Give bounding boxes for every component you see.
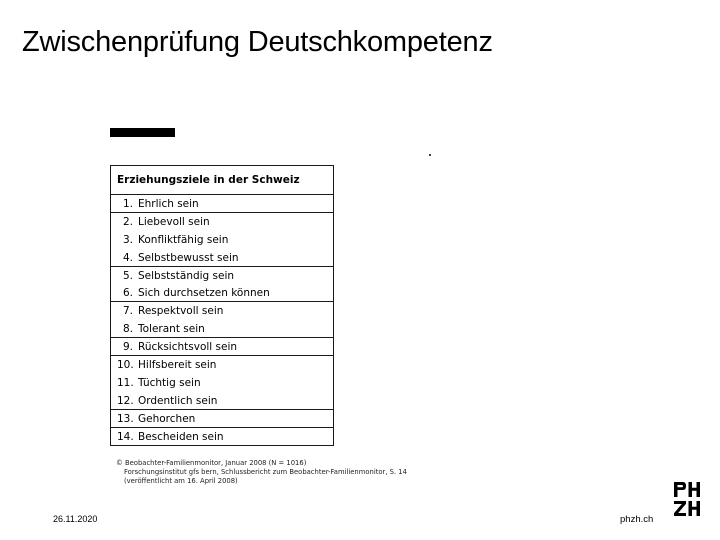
redaction-bar [110, 128, 175, 137]
row-text: Liebevoll sein [138, 215, 210, 228]
row-text: Sich durchsetzen können [138, 287, 270, 300]
table-row [111, 284, 333, 302]
row-number: 5. [122, 269, 133, 282]
row-number: 4. [122, 251, 133, 264]
row-text: Hilfsbereit sein [138, 359, 217, 372]
row-number: 2. [122, 215, 133, 228]
footer-date: 26.11.2020 [53, 514, 98, 524]
row-text: Rücksichtsvoll sein [138, 341, 238, 354]
row-text: Ehrlich sein [138, 198, 199, 210]
row-text: Selbstbewusst sein [138, 251, 239, 264]
row-number: 3. [122, 233, 133, 246]
table-row [111, 428, 333, 446]
row-number: 6. [122, 287, 133, 300]
table-header: Erziehungsziele in der Schweiz [111, 166, 333, 195]
source-citation [116, 459, 416, 487]
row-text: Tüchtig sein [138, 376, 201, 389]
row-number: 1. [122, 198, 133, 210]
table-row [111, 338, 333, 356]
phzh-logo-icon [673, 480, 701, 518]
table-row [111, 356, 333, 374]
row-text: Ordentlich sein [138, 394, 218, 407]
table-row [111, 374, 333, 392]
table-row [111, 267, 333, 285]
table-row [111, 213, 333, 231]
row-number: 14. [117, 430, 134, 443]
table-row [111, 231, 333, 249]
row-text: Konfliktfähig sein [138, 233, 229, 246]
slide-title: Zwischenprüfung Deutschkompetenz [22, 26, 493, 58]
source-line-3: (veröffentlicht am 16. April 2008) [124, 477, 238, 486]
row-number: 13. [117, 412, 134, 425]
table-row [111, 302, 333, 320]
stray-dot [429, 154, 431, 156]
row-number: 9. [122, 341, 133, 354]
row-text: Respektvoll sein [138, 305, 224, 318]
table-row [111, 320, 333, 338]
row-number: 10. [117, 359, 134, 372]
row-number: 12. [117, 394, 134, 407]
source-line-1: © Beobachter-Familienmonitor, Januar 2008 (N = 1016) [116, 459, 307, 467]
source-line-2: Forschungsinstitut gfs bern, Schlussbericht zum Beobachter-Familienmonitor, S. 14 [124, 468, 407, 477]
table-row [111, 249, 333, 267]
row-number: 8. [122, 323, 133, 336]
table-row [111, 195, 333, 213]
table-row [111, 392, 333, 410]
footer-site: phzh.ch [620, 514, 654, 525]
row-text: Gehorchen [138, 412, 196, 425]
row-text: Tolerant sein [138, 323, 205, 336]
goals-table [110, 165, 334, 446]
row-text: Selbstständig sein [138, 269, 235, 282]
row-number: 11. [117, 376, 134, 389]
table-row [111, 410, 333, 428]
row-number: 7. [122, 305, 133, 318]
row-text: Bescheiden sein [138, 430, 224, 443]
